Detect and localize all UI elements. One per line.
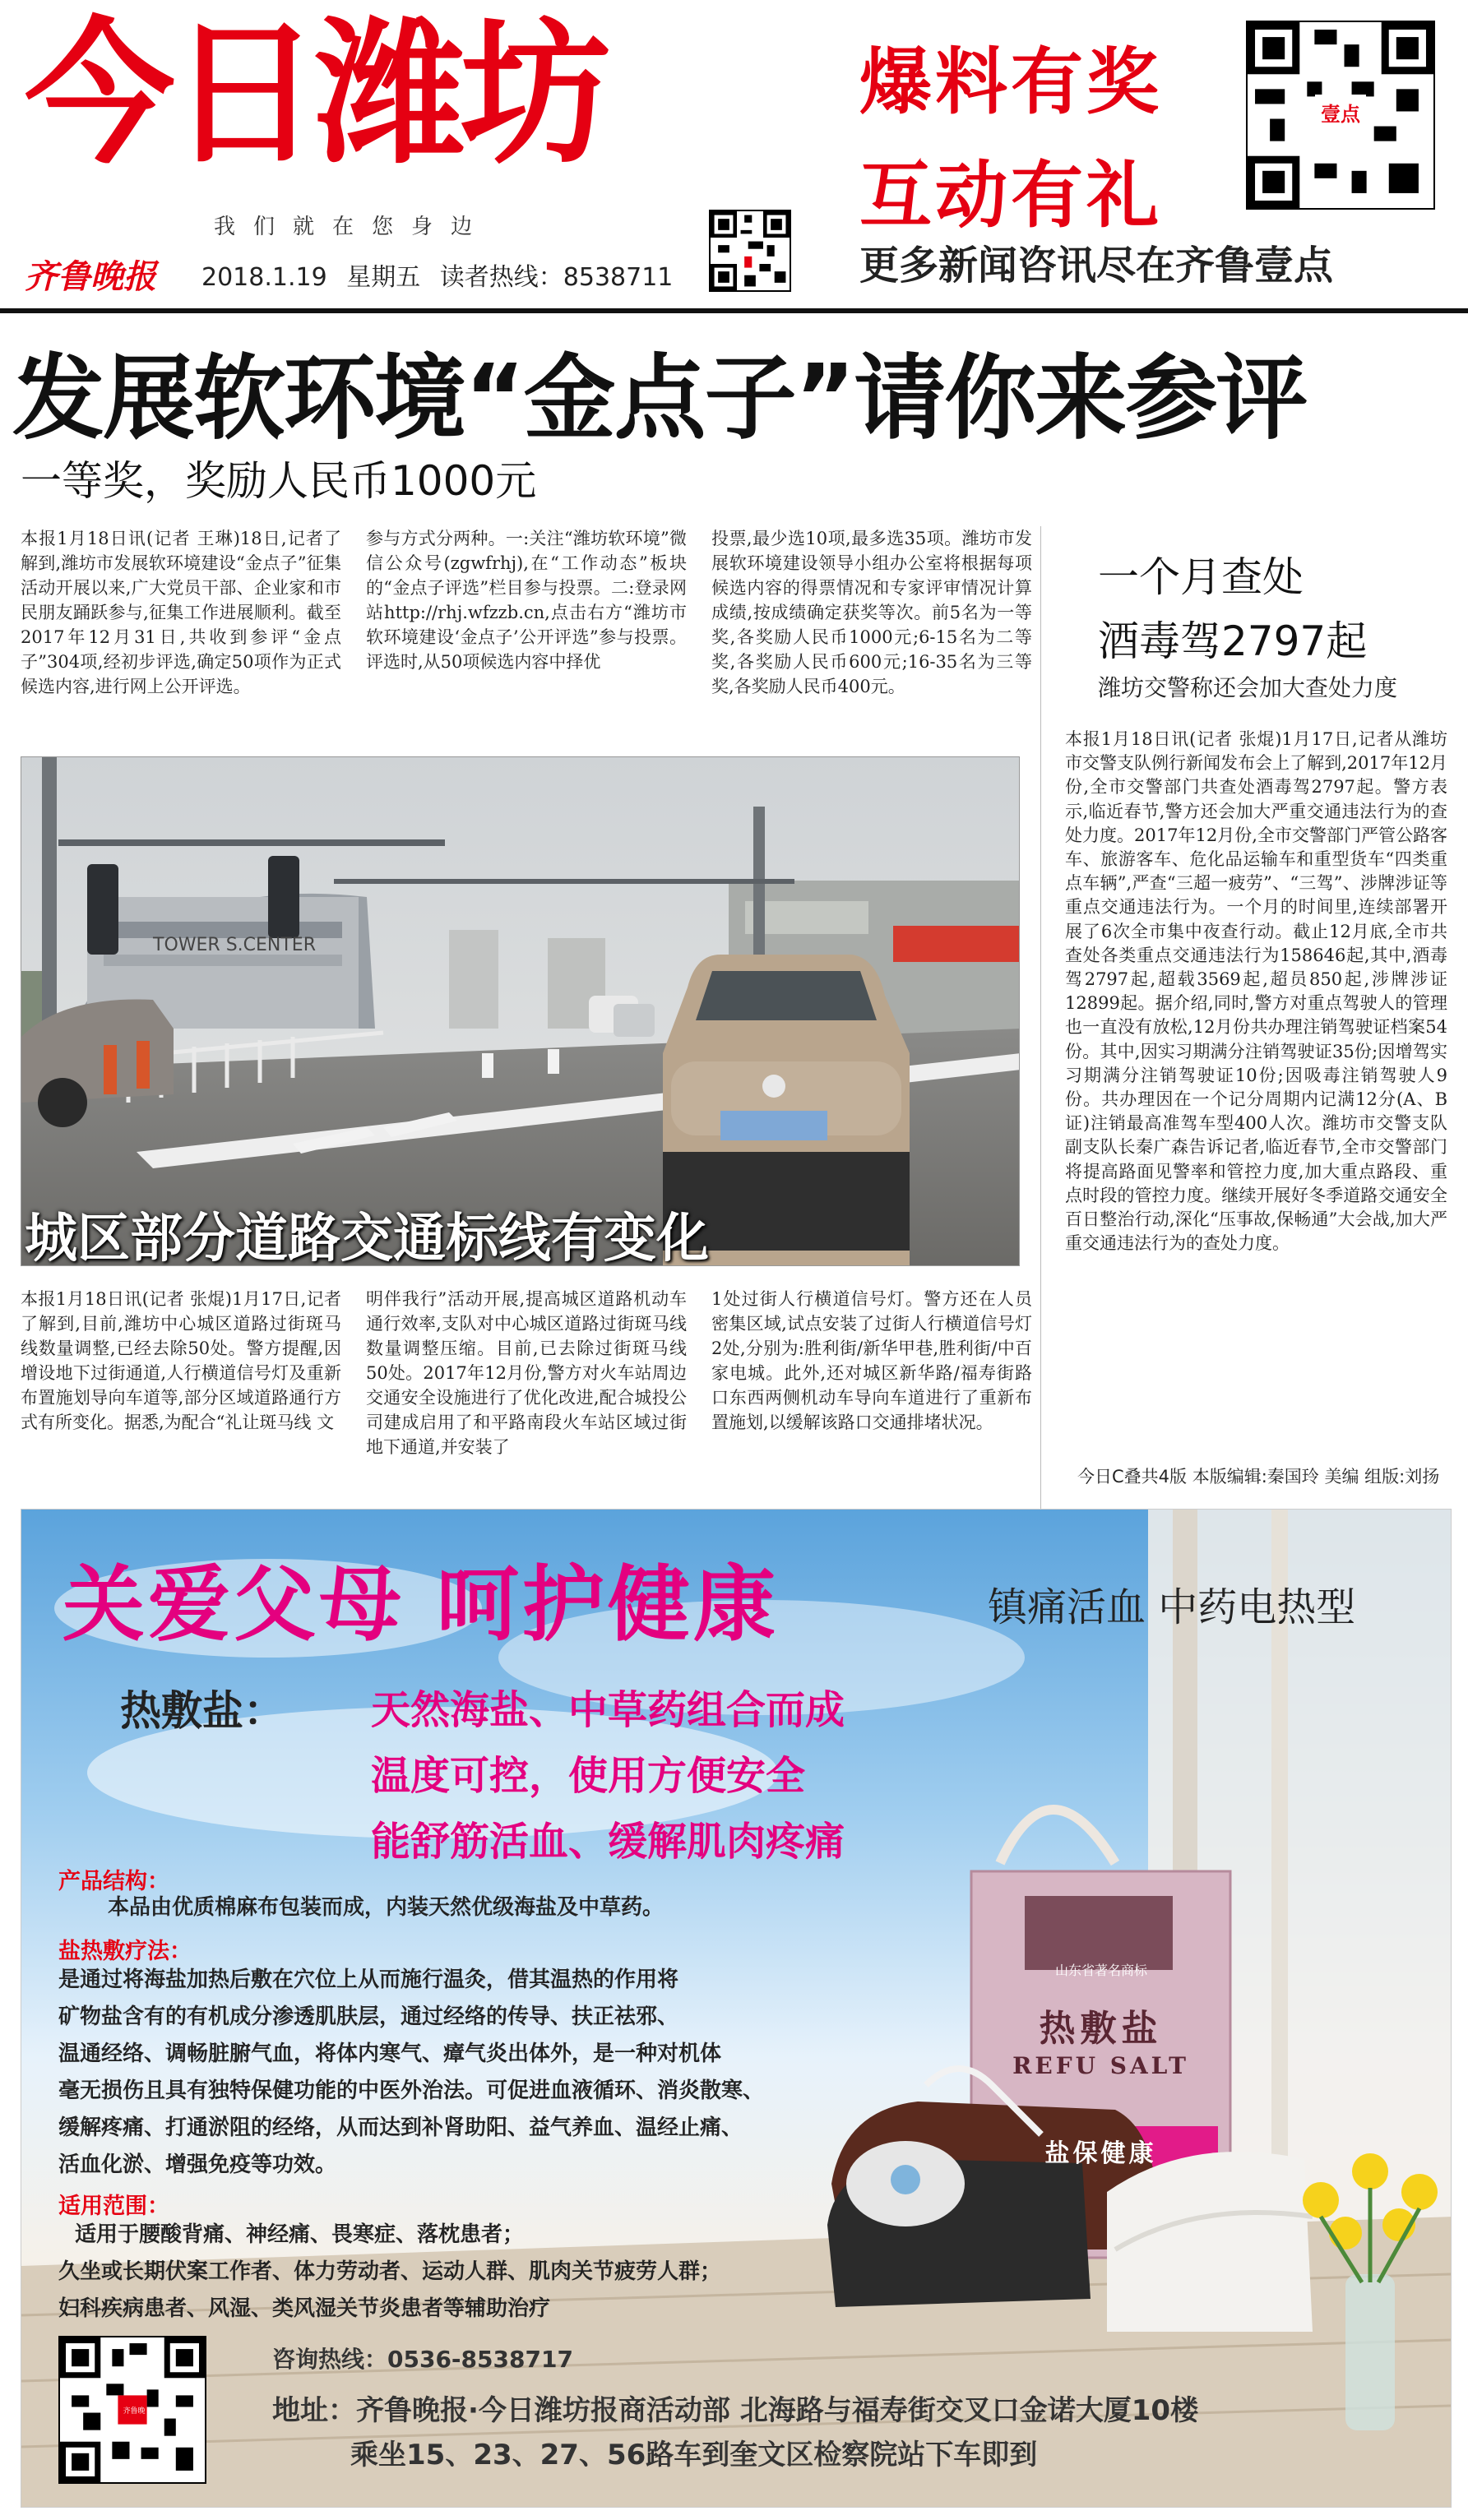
- ad-benefit-2: 温度可控，使用方便安全: [371, 1753, 806, 1799]
- lead-column-2: 参与方式分两种。一:关注“潍坊软环境”微信公众号(zgwfrhj),在“工作动态”板块的“金点子评选”栏目参与投票。二:登录网站http://rhj.wfzzb.cn,点击右方“潍坊市软环境建设‘金点子’公开评选”参与投票。评选时,从50项候选内容中择优: [366, 529, 687, 672]
- promo-line-3: 更多新闻咨讯尽在齐鲁壹点: [859, 243, 1334, 289]
- paper-name: 齐鲁晚报: [25, 257, 156, 296]
- newspaper-logo: 今日潍坊: [25, 3, 606, 185]
- box-band: 盐保健康: [1044, 2139, 1157, 2168]
- ad-benefit-3: 能舒筋活血、缓解肌肉疼痛: [371, 1819, 845, 1865]
- lead-column-1: 本报1月18日讯(记者 王琳)18日,记者了解到,潍坊市发展软环境建设“金点子”征集活动开展以来,广大党员干部、企业家和市民朋友踊跃参与,征集工作进展顺利。截至2017年12月31日,共收到参评“金点子”304项,经初步评选,确定50项作为正式候选内容,进行网上公开评选。: [21, 529, 341, 696]
- ad-principle-line-2: 矿物盐含有的有机成分渗透肌肤层，通过经络的传导、扶正祛邪、: [58, 2004, 679, 2029]
- side-body: 本报1月18日讯(记者 张焜)1月17日,记者从潍坊市交警支队例行新闻发布会上了解到,2017年12月份,全市交警部门共查处酒毒驾2797起。警方表示,临近春节,警方还会加大严重交通违法行为的查处力度。2017年12月份,全市交警部门严管公路客车、旅游客车、危化品运输车和重型货车“四类重点车辆”,严查“三超一疲劳”、“三驾”、涉牌涉证等重点交通违法行为。一个月的时间里,连续部署开展了6次全市集中夜查行动。截止12月底,全市共查处各类重点交通违法行为158646起,其中,酒毒驾2797起,超载3569起,超员850起,涉牌涉证12899起。据介绍,同时,警方对重点驾驶人的管理也一直没有放松,12月份共办理注销驾驶证档案54份。其中,因实习期满分注销驾驶证35份;因增驾实习期满分注销驾驶证10份;因吸毒注销驾驶人9份。共办理因在一个记分周期内记满12分(A、B证)注销最高准驾车型400人次。潍坊市交警支队副支队长秦广森告诉记者,临近春节,全市交警部门将提高路面见警率和管控力度,加大重点路段、重点时段的管控力度。继续开展好冬季道路交通安全百日整治行动,深化“压事故,保畅通”大会战,加大严重交通违法行为的查处力度。: [1065, 729, 1447, 1254]
- ad-scope-label: 适用范围：: [58, 2194, 169, 2219]
- qr-code-large[interactable]: [1246, 21, 1435, 210]
- qr-label: 壹点: [1315, 95, 1366, 134]
- dateline: [201, 257, 673, 293]
- ad-scope-line-3: 妇科疾病患者、风湿、类风湿关节炎患者等辅助治疗: [58, 2296, 551, 2321]
- ad-principle-line-4: 毫无损伤且具有独特保健功能的中医外治法。可促进血液循环、消炎散寒、: [58, 2078, 765, 2103]
- side-headline-1: 一个月查处: [1098, 553, 1304, 601]
- ad-title: 关爱父母 呵护健康: [63, 1556, 779, 1653]
- qr-code-icon: [711, 211, 790, 290]
- ad-structure-text: 本品由优质棉麻布包装而成，内装天然优级海盐及中草药。: [108, 1895, 665, 1920]
- masthead-slogan: 我们就在您身边: [214, 215, 491, 239]
- photo-caption: 城区部分道路交通标线有变化: [25, 1209, 709, 1269]
- issue-date: 2018.1.19: [201, 263, 327, 292]
- reader-hotline: 读者热线：8538711: [439, 263, 674, 292]
- ad-principle-line-5: 缓解疼痛、打通淤阻的经络，从而达到补肾助阳、益气养血、温经止痛、: [58, 2115, 743, 2140]
- side-headline-2: 酒毒驾2797起: [1098, 617, 1368, 665]
- masthead-rule: [0, 308, 1468, 313]
- box-brand: 山东省著名商标: [1054, 1963, 1147, 1978]
- traffic-column-3: 1处过街人行横道信号灯。警方还在人员密集区域,试点安装了过街人行横道信号灯2处,分别为:胜利街/新华甲巷,胜利街/中百家电城。此外,还对城区新华路/福寿街路口东西两侧机动车导向车道进行了重新布置施划,以缓解该路口交通排堵状况。: [711, 1289, 1032, 1432]
- promo-line-2: 互动有礼: [859, 153, 1163, 238]
- ad-principle-line-1: 是通过将海盐加热后敷在穴位上从而施行温灸，借其温热的作用将: [58, 1967, 679, 1992]
- lead-column-3: 投票,最少选10项,最多选35项。潍坊市发展软环境建设领导小组办公室将根据每项候选内容的得票情况和专家评审情况计算成绩,按成绩确定获奖等次。前5名为一等奖,各奖励人民币1000元;6-15名为二等奖,各奖励人民币600元;16-35名为三等奖,各奖励人民币400元。: [711, 529, 1032, 696]
- ad-structure-label: 产品结构：: [58, 1869, 169, 1894]
- building-sign: TOWER S.CENTER: [153, 935, 316, 955]
- traffic-column-2: 明伴我行”活动开展,提高城区道路机动车通行效率,支队对中心城区道路过街斑马线数量调整压缩。目前,已去除过街斑马线50处。2017年12月份,警方对火车站周边交通安全设施进行了优化改进,配合城投公司建成启用了和平路南段火车站区域过街地下通道,并安装了: [366, 1289, 687, 1457]
- news-photo: [21, 756, 1020, 1266]
- ad-principle-line-3: 温通经络、调畅脏腑气血，将体内寒气、瘴气炎出体外，是一种对机体: [58, 2041, 722, 2066]
- lead-subhead: 一等奖，奖励人民币1000元: [21, 457, 537, 505]
- ad-scope-line-1: 适用于腰酸背痛、神经痛、畏寒症、落枕患者；: [75, 2222, 525, 2247]
- street-scene-image: [21, 757, 1020, 1266]
- ad-qr-label: 齐鲁晚报: [123, 2407, 146, 2439]
- ad-qr-code[interactable]: [58, 2336, 206, 2484]
- promo-line-1: 爆料有奖: [859, 39, 1163, 124]
- lead-headline: 发展软环境“金点子”请你来参评: [12, 345, 1307, 452]
- ad-product-label: 热敷盐：: [120, 1687, 285, 1735]
- advertisement: [21, 1509, 1452, 2508]
- box-title: 热敷盐: [1039, 2008, 1163, 2050]
- ad-tagline: 镇痛活血 中药电热型: [988, 1584, 1356, 1630]
- ad-principle-label: 盐热敷疗法：: [58, 1939, 192, 1964]
- ad-principle-line-6: 活血化淤、增强免疫等功效。: [58, 2152, 337, 2177]
- side-subhead: 潍坊交警称还会加大查处力度: [1098, 674, 1398, 701]
- masthead: [0, 0, 1468, 312]
- issue-weekday: 星期五: [346, 263, 421, 292]
- traffic-column-1: 本报1月18日讯(记者 张焜)1月17日,记者了解到,目前,潍坊中心城区道路过街斑马线数量调整,已经去除50处。警方提醒,因增设地下过街通道,人行横道信号灯及重新布置施划导向车道等,部分区域道路通行方式有所变化。据悉,为配合“礼让斑马线 文: [21, 1289, 341, 1432]
- ad-address: 地址：齐鲁晚报·今日潍坊报商活动部 北海路与福寿街交叉口金诺大厦10楼: [272, 2394, 1199, 2427]
- box-english-title: REFU SALT: [1012, 2052, 1189, 2079]
- ad-hotline: 咨询热线：0536-8538717: [272, 2346, 573, 2373]
- ad-benefit-1: 天然海盐、中草药组合而成: [371, 1687, 845, 1733]
- column-divider: [1040, 526, 1041, 1537]
- page-credits: 今日C叠共4版 本版编辑:秦国玲 美编 组版:刘扬: [1077, 1467, 1440, 1487]
- ad-bus-directions: 乘坐15、23、27、56路车到奎文区检察院站下车即到: [350, 2439, 1038, 2471]
- qr-code-small[interactable]: [709, 210, 791, 292]
- ad-scope-line-2: 久坐或长期伏案工作者、体力劳动者、运动人群、肌肉关节疲劳人群；: [58, 2259, 722, 2284]
